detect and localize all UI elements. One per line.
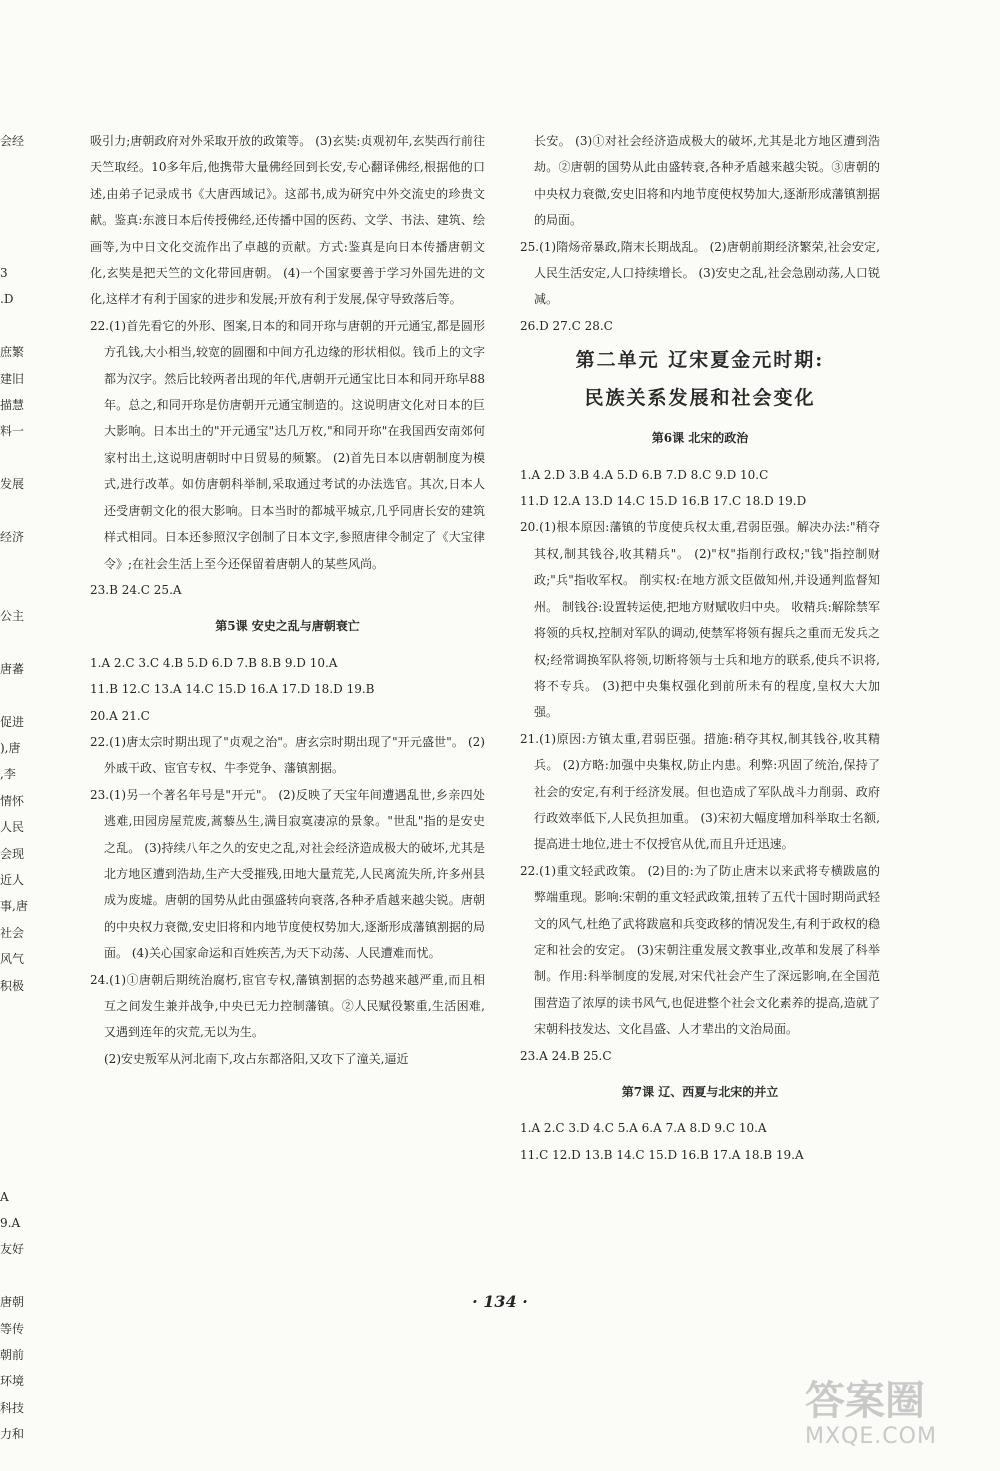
answer-q22: 22.(1)唐太宗时期出现了"贞观之治"。唐玄宗时期出现了"开元盛世"。 (2)外戚干政、宦官专权、牛李党争、藩镇割据。 — [90, 734, 485, 776]
page-number: · 134 · — [472, 1292, 528, 1311]
lesson-heading-5: 第5课 安史之乱与唐朝衰亡 — [215, 619, 360, 634]
edge-fragment: 近人 — [0, 872, 25, 887]
edge-fragment — [0, 1025, 40, 1051]
edge-fragment — [0, 445, 40, 471]
answer-paragraph: 长安。 (3)①对社会经济造成极大的破坏,尤其是北方地区遭到浩劫。②唐朝的国势从此由盛转衰,各种矛盾越来越尖锐。③唐朝的中央权力衰微,安史旧将和内地节度使权势加大,逐渐形成藩镇割据的局面。 — [534, 134, 880, 228]
edge-fragment: 科技 — [0, 1400, 25, 1415]
answer-line: 26.D 27.C 28.C — [520, 318, 613, 333]
answer-line: 1.A 2.D 3.B 4.A 5.D 6.B 7.D 8.C 9.D 10.C — [520, 467, 769, 482]
answer-q23: 23.(1)另一个著名年号是"开元"。 (2)反映了天宝年间遭遇乱世,乡亲四处逃难,田园房屋荒废,蒿藜丛生,满目寂寞凄凉的景象。"世乱"指的是安史之乱。 (3)持续八年之久的安史之乱,对社会经济造成极大的破坏,尤其是北方地区遭到浩劫,生产大受摧残,田地大量荒芜,人民离流失所,许多州县成为废墟。唐朝的国势从此由强盛转向衰落,各种矛盾越来越尖锐。唐朝的中央权力衰微,安史旧将和内地节度使权势加大,逐渐形成藩镇割据的局面。 (4)关心国家命运和百姓疾苦,为天下动荡、人民遭难而忧。 — [90, 787, 485, 961]
edge-fragment — [0, 234, 40, 260]
edge-fragment: 描慧 — [0, 397, 25, 412]
edge-fragment: 力和 — [0, 1427, 25, 1442]
left-edge-fragments — [0, 128, 40, 1448]
edge-fragment: 唐蕃 — [0, 661, 25, 676]
edge-fragment: 环境 — [0, 1374, 25, 1389]
watermark-text: 答案圈 — [805, 1378, 925, 1424]
edge-fragment — [0, 313, 40, 339]
right-column — [520, 128, 880, 1168]
edge-fragment: 社会 — [0, 925, 25, 940]
edge-fragment — [0, 999, 40, 1025]
edge-fragment: ,李 — [0, 767, 16, 782]
edge-fragment: 唐朝 — [0, 1295, 25, 1310]
edge-fragment: 发展 — [0, 477, 25, 492]
answer-line: 11.C 12.D 13.B 14.C 15.D 16.B 17.A 18.B 19.A — [520, 1147, 804, 1162]
answer-q22: 22.(1)重文轻武政策。 (2)目的:为了防止唐末以来武将专横跋扈的弊端重现。影响:宋朝的重文轻武政策,扭转了五代十国时期尚武轻文的风气,杜绝了武将跋扈和兵变政移的情况发生,有利于政权的稳定和社会的安定。 (3)宋朝注重发展文教事业,改革和发展了科举制。作用:科举制度的发展,对宋代社会产生了深远影响,在全国范围营造了浓厚的读书风气,也促进整个社会文化素养的提高,造就了宋朝科技发达、文化昌盛、人才辈出的文治局面。 — [520, 863, 880, 1037]
edge-fragment: 风气 — [0, 952, 25, 967]
answer-q24: 24.(1)①唐朝后期统治腐朽,宦官专权,藩镇割据的态势越来越严重,而且相互之间发生兼并战争,中央已无力控制藩镇。②人民赋役繁重,生活困难,又遇到连年的灾荒,无以为生。 — [90, 972, 485, 1040]
edge-fragment: ),唐 — [0, 740, 21, 755]
lesson-heading-6: 第6课 北宋的政治 — [651, 431, 749, 446]
edge-fragment — [0, 207, 40, 233]
edge-fragment: 事,唐 — [0, 899, 28, 914]
edge-fragment — [0, 497, 40, 523]
edge-fragment: 料一 — [0, 424, 25, 439]
edge-fragment — [0, 1078, 40, 1104]
edge-fragment: 情怀 — [0, 793, 25, 808]
edge-fragment: 建旧 — [0, 371, 25, 386]
edge-fragment: .D — [0, 292, 14, 307]
edge-fragment — [0, 181, 40, 207]
edge-fragment — [0, 1131, 40, 1157]
answer-q22: 22.(1)首先看它的外形、图案,日本的和同开珎与唐朝的开元通宝,都是圆形方孔钱,大小相当,较宽的圆圈和中间方孔边缘的形状相似。钱币上的文字都为汉字。然后比较两者出现的年代,唐朝开元通宝比日本和同开珎早88年。总之,和同开珎是仿唐朝开元通宝制造的。这说明唐文化对日本的巨大影响。日本出土的"开元通宝"达几万枚,"和同开珎"在我国西安南郊何家村出土,这说明唐朝时中日贸易的频繁。 (2)首先日本以唐朝制度为模式,进行改革。如仿唐朝科举制,采取通过考试的办法选官。其次,日本人还受唐朝文化的很大影响。日本当时的都城平城京,几乎同唐长安的建筑样式相同。日本还参照汉字创制了日本文字,参照唐律令制定了《大宝律令》;在社会生活上至今还保留着唐朝人的某些风尚。 — [90, 318, 485, 571]
edge-fragment: 经济 — [0, 529, 25, 544]
answer-line: 23.A 24.B 25.C — [520, 1048, 612, 1063]
edge-fragment — [0, 1263, 40, 1289]
edge-fragment: 会现 — [0, 846, 25, 861]
answer-line: 11.D 12.A 13.D 14.C 15.D 16.B 17.C 18.D 19.D — [520, 494, 807, 509]
answer-line: 23.B 24.C 25.A — [90, 582, 182, 597]
watermark-logo — [805, 1378, 985, 1458]
edge-fragment: 朝前 — [0, 1347, 25, 1362]
answer-line: 11.B 12.C 13.A 14.C 15.D 16.A 17.D 18.D 19.B — [90, 682, 375, 697]
edge-fragment — [0, 682, 40, 708]
edge-fragment: 公主 — [0, 609, 25, 624]
answer-q20: 20.(1)根本原因:藩镇的节度使兵权太重,君弱臣强。解决办法:"稍夺其权,制其钱谷,收其精兵"。 (2)"权"指削行政权;"钱"指控制财政;"兵"指收军权。 削实权:在地方派文臣做知州,并设通判监督知州。 制钱谷:设置转运使,把地方财赋收归中央。 收精兵:解除禁军将领的兵权,控制对军队的调动,使禁军将领有握兵之重而无发兵之权;经常调换军队将领,切断将领与士兵和地方的联系,使兵不识将,将不专兵。 (3)把中央集权强化到前所未有的程度,皇权大大加强。 — [520, 520, 880, 720]
edge-fragment — [0, 1104, 40, 1130]
edge-fragment: 庶繁 — [0, 345, 25, 360]
answer-q21: 21.(1)原因:方镇太重,君弱臣强。措施:稍夺其权,制其钱谷,收其精兵。 (2)方略:加强中央集权,防止内患。利弊:巩固了统治,保持了社会的安定,有利于经济发展。但也造成了军队战斗力削弱、政府行政效率低下,人民负担加重。 (3)宋初大幅度增加科举取士名额,提高进士地位,进士不仅授官从优,而且升迁迅速。 — [520, 731, 880, 852]
unit-heading-line2: 民族关系发展和社会变化 — [584, 387, 816, 410]
answer-q25: 25.(1)隋炀帝暴政,隋末长期战乱。 (2)唐朝前期经济繁荣,社会安定,人民生活安定,人口持续增长。 (3)安史之乱,社会急剧动荡,人口锐减。 — [520, 239, 880, 307]
watermark-domain: MXQE.COM — [805, 1424, 937, 1449]
answer-q24-part2: (2)安史叛军从河北南下,攻占东都洛阳,又攻下了潼关,逼近 — [104, 1051, 409, 1066]
answer-line: 1.A 2.C 3.D 4.C 5.A 6.A 7.A 8.D 9.C 10.A — [520, 1121, 767, 1136]
unit-heading-line1: 第二单元 辽宋夏金元时期: — [575, 349, 825, 372]
edge-fragment: 友好 — [0, 1242, 25, 1257]
edge-fragment: 3 — [0, 265, 8, 280]
edge-fragment — [0, 154, 40, 180]
edge-fragment: 人民 — [0, 820, 25, 835]
edge-fragment: 等传 — [0, 1321, 25, 1336]
edge-fragment: 促进 — [0, 714, 25, 729]
edge-fragment — [0, 629, 40, 655]
edge-fragment: A — [0, 1189, 9, 1204]
edge-fragment: 9.A — [0, 1216, 21, 1231]
edge-fragment: 会经 — [0, 134, 25, 148]
edge-fragment — [0, 550, 40, 576]
lesson-heading-7: 第7课 辽、西夏与北宋的并立 — [621, 1085, 779, 1099]
left-column — [90, 128, 485, 1072]
edge-fragment — [0, 1157, 40, 1183]
edge-fragment: 积极 — [0, 978, 25, 993]
edge-fragment — [0, 577, 40, 603]
answer-line: 1.A 2.C 3.C 4.B 5.D 6.D 7.B 8.B 9.D 10.A — [90, 655, 338, 670]
answer-line: 20.A 21.C — [90, 708, 150, 723]
answer-paragraph: 吸引力;唐朝政府对外采取开放的政策等。 (3)玄奘:贞观初年,玄奘西行前往天竺取经。10多年后,他携带大量佛经回到长安,专心翻译佛经,根据他的口述,由弟子记录成书《大唐西域记》。这部书,成为研究中外交流史的珍贵文献。鉴真:东渡日本后传授佛经,还传播中国的医药、文学、书法、建筑、绘画等,为中日文化交流作出了卓越的贡献。方式:鉴真是向日本传播唐朝文化,玄奘是把天竺的文化带回唐朝。 (4)一个国家要善于学习外国先进的文化,这样才有利于国家的进步和发展;开放有利于发展,保守导致落后等。 — [90, 134, 485, 307]
edge-fragment — [0, 1052, 40, 1078]
